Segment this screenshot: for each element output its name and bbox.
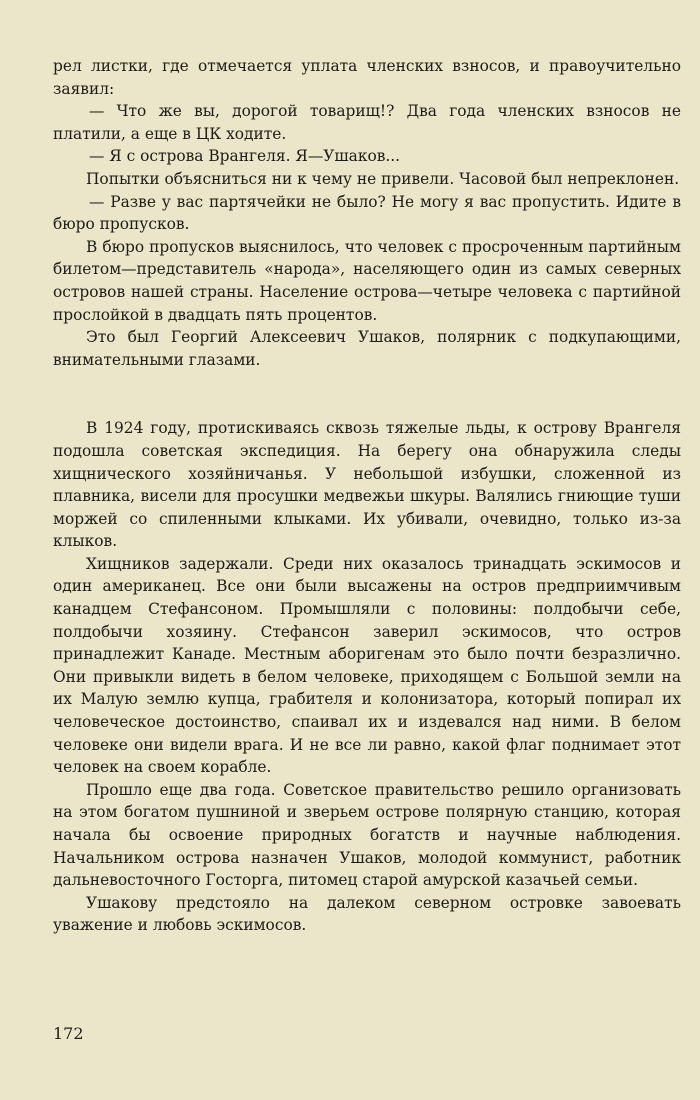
section-break — [53, 371, 681, 417]
dialogue-line: — Разве у вас партячейки не было? Не могу я вас пропустить. Идите в бюро пропусков. — [53, 192, 681, 234]
paragraph: Это был Георгий Алексеевич Ушаков, полярник с подкупающими, внимательными глазами. — [53, 328, 681, 369]
section-2 — [53, 417, 681, 937]
paragraph: Прошло еще два года. Советское правительство решило организовать на этом богатом пушниной и зверьем острове полярную станцию, которая начала бы освоение природных богатств и научные наблюдения. Начальником острова назначен Ушаков, молодой коммунист, работник дальневосточного Госторга, питомец старой амурской казачьей семьи. — [53, 780, 681, 890]
section-1 — [53, 55, 681, 371]
paragraph: В 1924 году, протискиваясь сквозь тяжелые льды, к острову Врангеля подошла советская экспедиция. На берегу она обнаружила следы хищнического хозяйничанья. У небольшой избушки, сложенной из плавника, висели для просушки медвежьи шкуры. Валялись гниющие туши моржей со спиленными клыками. Их убивали, очевидно, только из-за клыков. — [53, 419, 681, 551]
paragraph: В бюро пропусков выяснилось, что человек с просроченным партийным билетом—представитель «народа», населяющего один из самых северных островов нашей страны. Население острова—четыре человека с партийной прослойкой в двадцать пять процентов. — [53, 237, 681, 324]
paragraph-continuation: рел листки, где отмечается уплата членских взносов, и правоучительно заявил: — [53, 57, 681, 98]
paragraph: Ушакову предстояло на далеком северном островке завоевать уважение и любовь эскимосов. — [53, 893, 681, 935]
paragraph: Попытки объясниться ни к чему не привели. Часовой был непреклонен. — [86, 169, 680, 188]
dialogue-line: — Что же вы, дорогой товарищ!? Два года членских взносов не платили, а еще в ЦК ходите. — [53, 102, 681, 143]
page-body — [53, 55, 681, 937]
page-number: 172 — [53, 1024, 84, 1043]
dialogue-line: — Я с острова Врангеля. Я—Ушаков... — [89, 147, 401, 166]
paragraph: Хищников задержали. Среди них оказалось тринадцать эскимосов и один американец. Все они были высажены на остров предприимчивым канадцем Стефансоном. Промышляли с половины: полдобычи себе, полдобычи хозяину. Стефансон заверил эскимосов, что остров принадлежит Канаде. Местным аборигенам это было почти безразлично. Они привыкли видеть в белом человеке, приходящем с Большой земли на их Малую землю купца, грабителя и колонизатора, который попирал их человеческое достоинство, спаивал их и издевался над ними. В белом человеке они видели врага. И не все ли равно, какой флаг поднимает этот человек на своем корабле. — [53, 554, 681, 777]
